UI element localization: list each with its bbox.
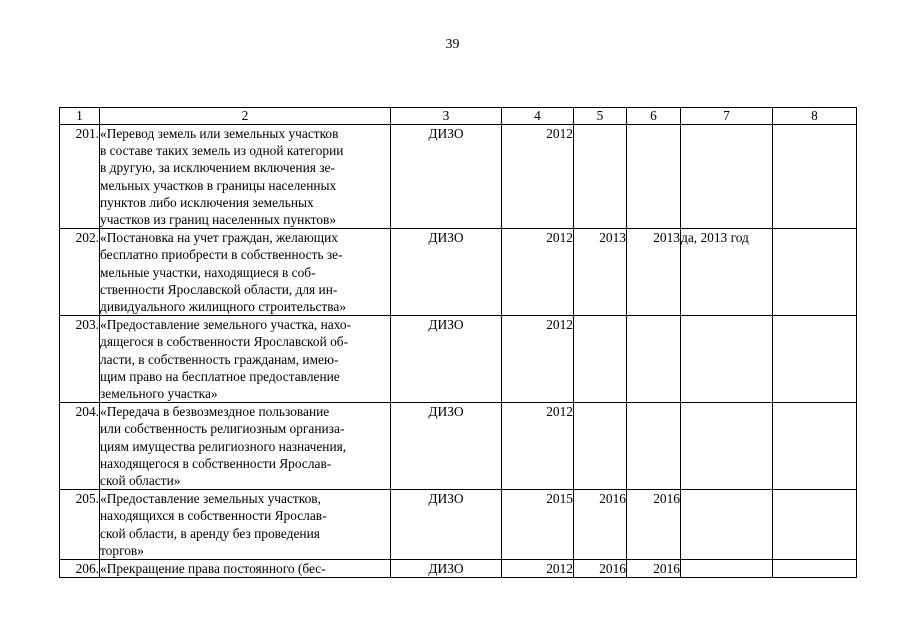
note-cell — [681, 125, 773, 229]
empty-cell — [773, 560, 857, 578]
table-row — [60, 229, 857, 316]
text-line: дивидуального жилищного строительства» — [100, 299, 347, 315]
year-cell: 2016 — [574, 560, 627, 578]
year-cell — [627, 403, 681, 490]
year-cell — [574, 403, 627, 490]
empty-cell — [773, 403, 857, 490]
year-cell: 2012 — [502, 560, 574, 578]
table-row — [60, 403, 857, 490]
year-cell — [574, 316, 627, 403]
row-number: 205. — [60, 490, 100, 560]
year-cell: 2016 — [574, 490, 627, 560]
text-line: «Передача в безвозмездное пользование — [100, 404, 330, 420]
text-line: ской области, в аренду без проведения — [100, 525, 320, 541]
service-name — [100, 229, 391, 316]
note-cell — [681, 560, 773, 578]
service-name — [100, 403, 391, 490]
header-cell-1: 1 — [60, 108, 100, 125]
empty-cell — [773, 229, 857, 316]
year-cell — [627, 125, 681, 229]
agency-cell: ДИЗО — [391, 560, 502, 578]
text-line: находящихся в собственности Ярослав- — [100, 508, 327, 524]
empty-cell — [773, 316, 857, 403]
text-line: циям имущества религиозного назначения, — [100, 438, 347, 454]
agency-cell: ДИЗО — [391, 490, 502, 560]
text-line: торгов» — [100, 542, 144, 558]
text-line: «Прекращение права постоянного (бес- — [100, 561, 326, 577]
header-row — [60, 108, 857, 125]
header-cell-5: 5 — [574, 108, 627, 125]
year-cell: 2016 — [627, 490, 681, 560]
page-number: 39 — [445, 37, 460, 52]
text-line: находящегося в собственности Ярослав- — [100, 455, 332, 471]
table-row — [60, 125, 857, 229]
note-cell — [681, 316, 773, 403]
row-number: 204. — [60, 403, 100, 490]
service-name — [100, 560, 391, 578]
agency-cell: ДИЗО — [391, 403, 502, 490]
empty-cell — [773, 490, 857, 560]
text-line: бесплатно приобрести в собственность зе- — [100, 247, 343, 263]
text-line: мельных участков в границы населенных — [100, 177, 337, 193]
agency-cell: ДИЗО — [391, 316, 502, 403]
note-cell: да, 2013 год — [681, 229, 773, 316]
text-line: мельные участки, находящиеся в соб- — [100, 264, 316, 280]
service-name — [100, 125, 391, 229]
header-cell-6: 6 — [627, 108, 681, 125]
text-line: или собственность религиозным организа- — [100, 421, 345, 437]
text-line: «Перевод земель или земельных участков — [100, 126, 339, 141]
row-number: 201. — [60, 125, 100, 229]
year-cell: 2013 — [627, 229, 681, 316]
registry-table — [59, 107, 857, 578]
header-cell-4: 4 — [502, 108, 574, 125]
year-cell — [574, 125, 627, 229]
table-row — [60, 316, 857, 403]
row-number: 202. — [60, 229, 100, 316]
year-cell: 2016 — [627, 560, 681, 578]
note-cell — [681, 403, 773, 490]
empty-cell — [773, 125, 857, 229]
year-cell: 2012 — [502, 316, 574, 403]
text-line: «Постановка на учет граждан, желающих — [100, 230, 338, 246]
agency-cell: ДИЗО — [391, 229, 502, 316]
table-row — [60, 560, 857, 578]
text-line: земельного участка» — [100, 386, 218, 402]
year-cell: 2015 — [502, 490, 574, 560]
table-row — [60, 490, 857, 560]
header-cell-3: 3 — [391, 108, 502, 125]
text-line: «Предоставление земельных участков, — [100, 491, 321, 507]
year-cell: 2013 — [574, 229, 627, 316]
row-number: 203. — [60, 316, 100, 403]
year-cell — [627, 316, 681, 403]
text-line: в другую, за исключением включения зе- — [100, 160, 335, 176]
header-cell-7: 7 — [681, 108, 773, 125]
text-line: в составе таких земель из одной категории — [100, 143, 344, 159]
text-line: ственности Ярославской области, для ин- — [100, 281, 338, 297]
year-cell: 2012 — [502, 403, 574, 490]
year-cell: 2012 — [502, 229, 574, 316]
header-cell-8: 8 — [773, 108, 857, 125]
text-line: пунктов либо исключения земельных — [100, 194, 314, 210]
text-line: «Предоставление земельного участка, нахо- — [100, 317, 352, 333]
year-cell: 2012 — [502, 125, 574, 229]
text-line: ской области» — [100, 473, 181, 489]
service-name — [100, 490, 391, 560]
service-name — [100, 316, 391, 403]
text-line: участков из границ населенных пунктов» — [100, 212, 337, 228]
text-line: щим право на бесплатное предоставление — [100, 368, 340, 384]
text-line: дящегося в собственности Ярославской об- — [100, 334, 349, 350]
note-cell — [681, 490, 773, 560]
row-number: 206. — [60, 560, 100, 578]
text-line: ласти, в собственность гражданам, имею- — [100, 351, 339, 367]
header-cell-2: 2 — [100, 108, 391, 125]
agency-cell: ДИЗО — [391, 125, 502, 229]
